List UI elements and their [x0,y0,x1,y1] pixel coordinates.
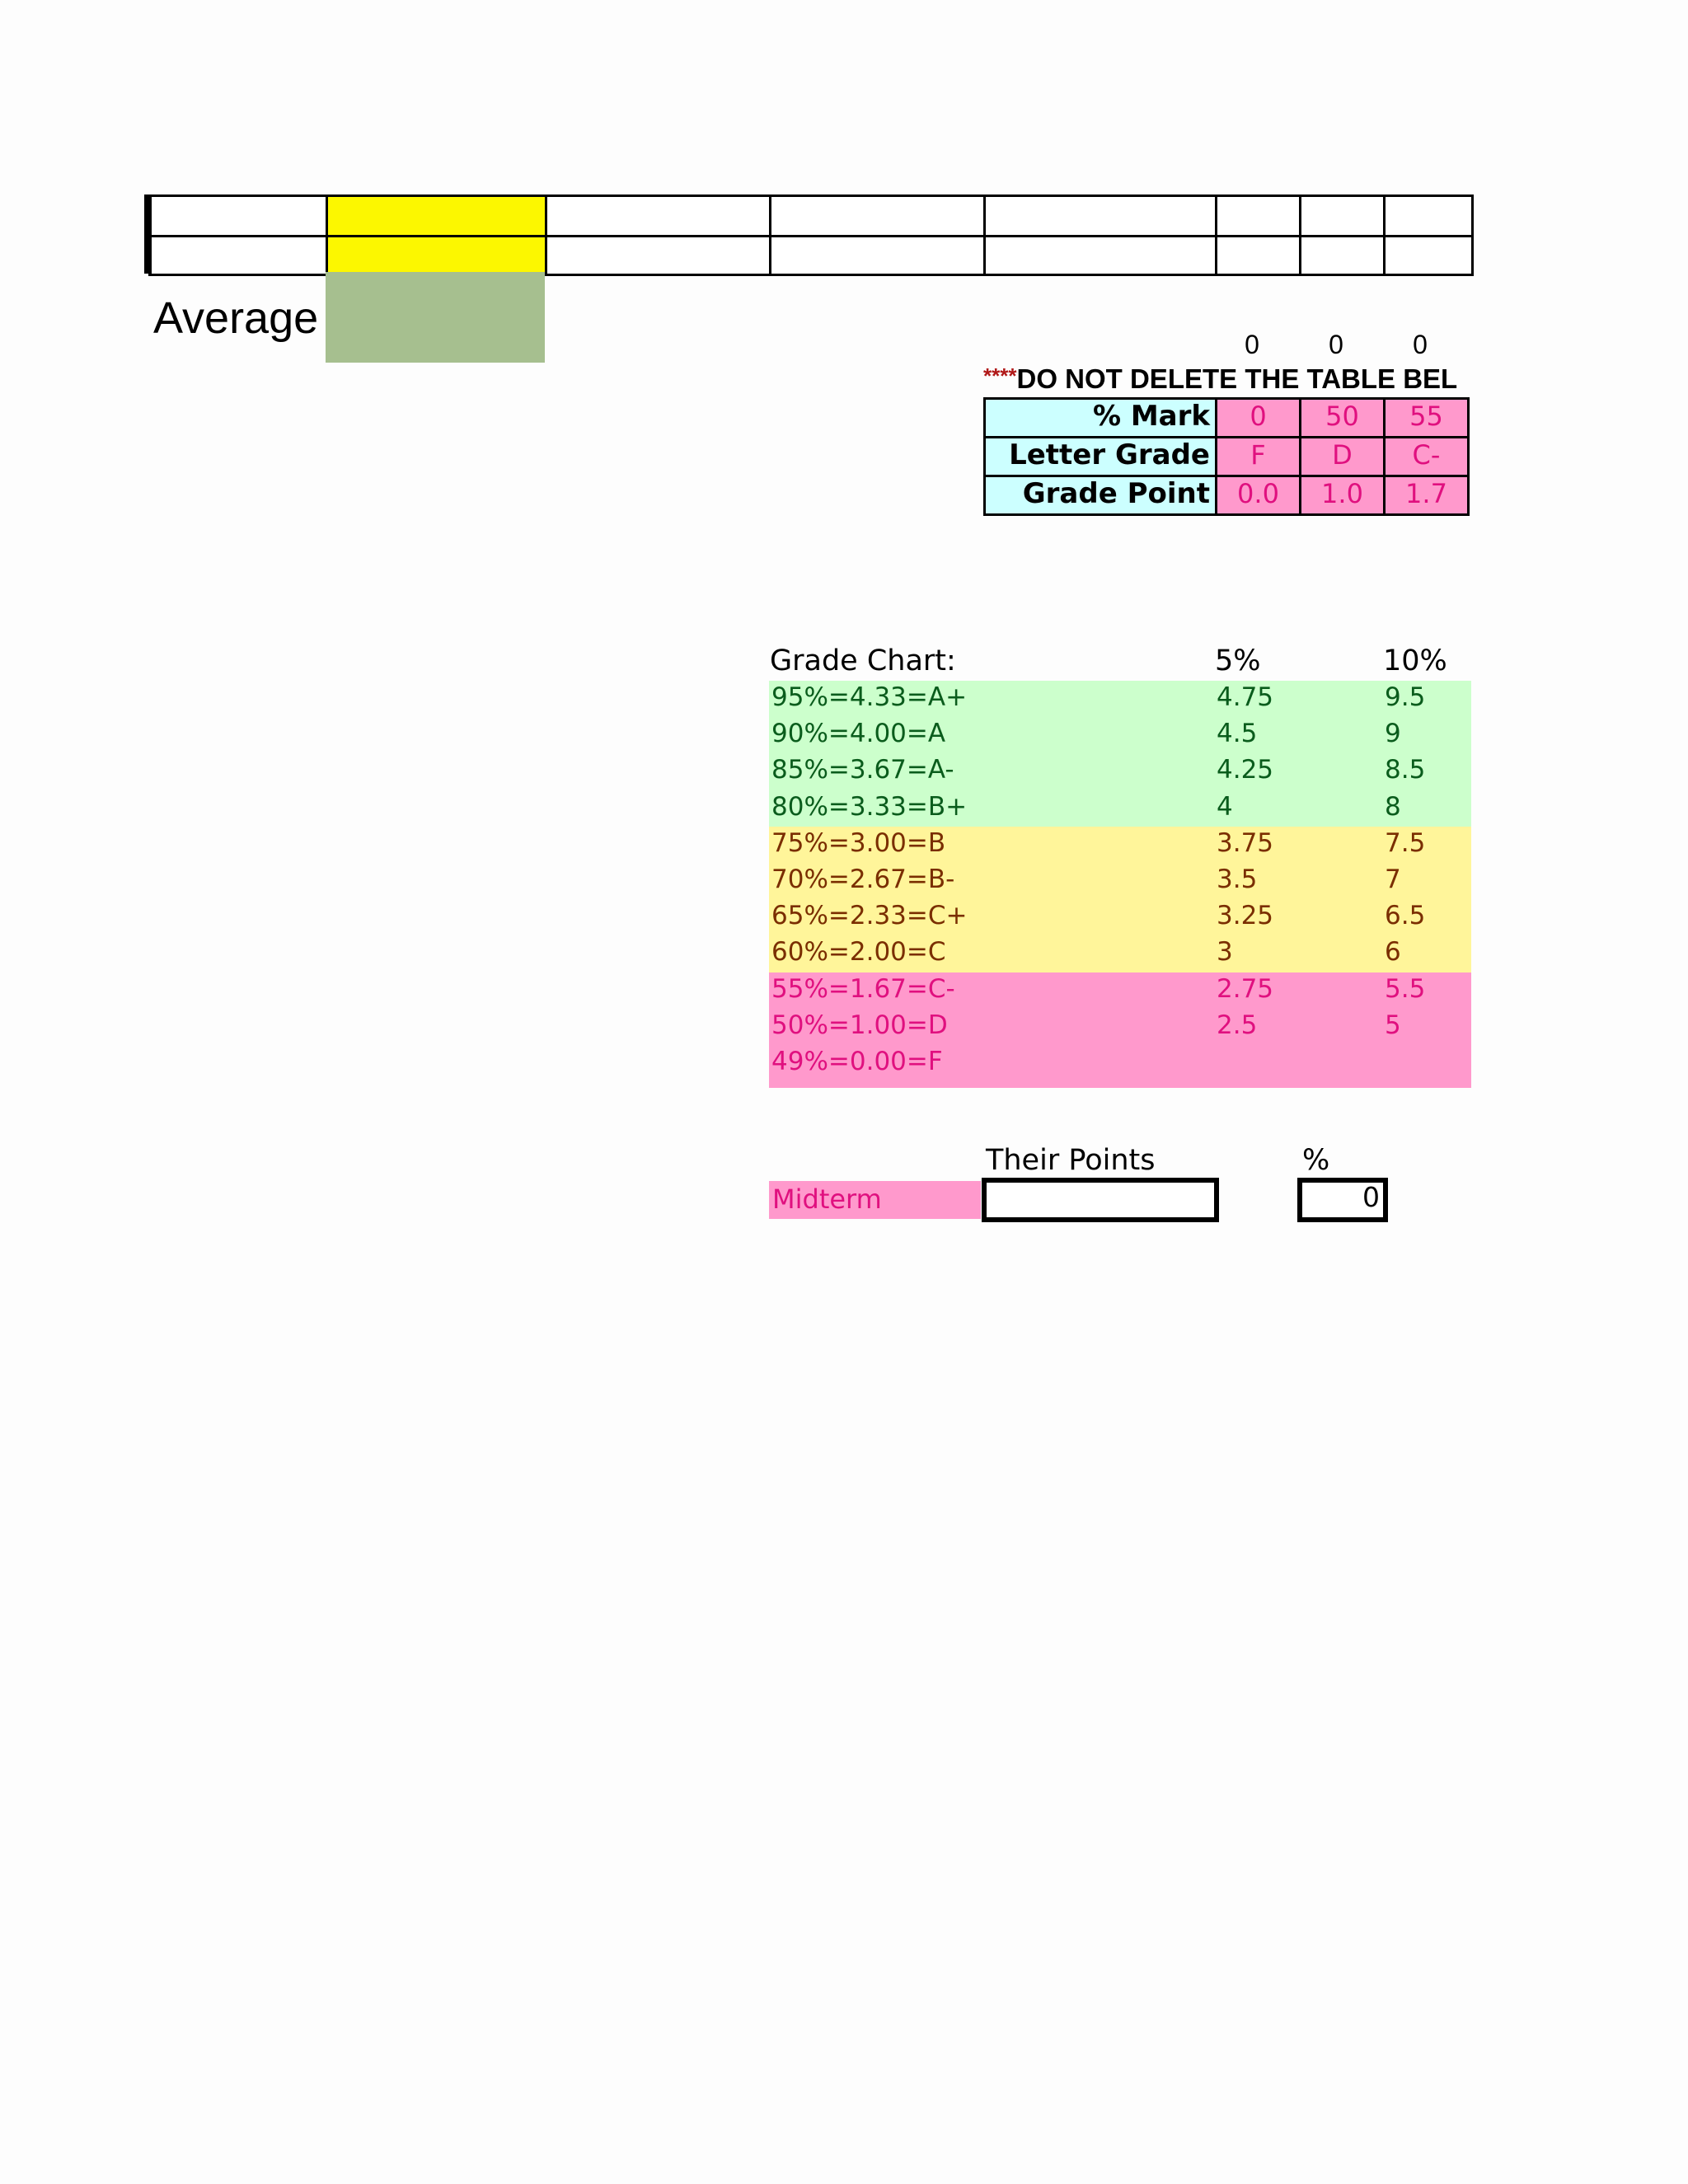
percent-header: % [1302,1144,1330,1177]
grade-table-value: C- [1383,436,1470,477]
midterm-percent-value: 0 [1297,1178,1388,1222]
grade-chart-grade: 90%=4.00=A [771,719,946,748]
grade-chart-5pct-value: 2.75 [1217,974,1274,1004]
grade-chart-5pct-value: 3.5 [1217,865,1258,894]
grade-chart-5pct-value: 4 [1217,792,1233,822]
top-grid-cell[interactable] [1299,194,1386,237]
grade-chart-5pct-value: 4.75 [1217,682,1274,712]
grade-chart-10pct-value: 5.5 [1385,974,1426,1004]
top-grid-cell[interactable] [1383,194,1474,237]
grade-chart-header-10pct: 10% [1383,644,1447,677]
grade-chart-10pct-value: 7.5 [1385,828,1426,858]
grade-table-row-label: Letter Grade [983,436,1217,477]
grade-chart-10pct-value: 6 [1385,937,1401,967]
top-grid-cell[interactable] [326,194,547,237]
grade-chart-grade: 70%=2.67=B- [771,865,955,894]
top-grid-cell[interactable] [1299,235,1386,276]
grade-chart-grade: 80%=3.33=B+ [771,792,968,822]
grade-chart-grade: 65%=2.33=C+ [771,901,968,930]
top-number-1: 0 [1245,330,1259,359]
grade-table-row-label: Grade Point [983,475,1217,516]
grade-table-value: 0.0 [1215,475,1301,516]
grade-chart-grade: 49%=0.00=F [771,1047,943,1076]
top-grid-cell[interactable] [769,235,986,276]
midterm-points-input[interactable] [982,1178,1219,1222]
top-grid-cell[interactable] [326,235,547,276]
top-grid-cell[interactable] [1215,194,1301,237]
grade-chart-10pct-value: 9.5 [1385,682,1426,712]
grade-chart-10pct-value: 8.5 [1385,755,1426,785]
top-grid-cell[interactable] [983,194,1217,237]
grade-chart-grade: 55%=1.67=C- [771,974,955,1004]
their-points-header: Their Points [986,1144,1156,1177]
grade-chart-5pct-value: 3 [1217,937,1233,967]
midterm-label: Midterm [769,1181,981,1219]
top-grid-cell[interactable] [1215,235,1301,276]
grade-table-value: F [1215,436,1301,477]
top-grid-cell[interactable] [545,194,771,237]
grade-chart-10pct-value: 8 [1385,792,1401,822]
grade-table-value: D [1299,436,1386,477]
grade-chart-grade: 85%=3.67=A- [771,755,954,785]
top-grid-cell[interactable] [545,235,771,276]
grade-chart-5pct-value: 3.75 [1217,828,1274,858]
average-value-box[interactable] [326,272,545,363]
top-grid-cell[interactable] [148,194,328,237]
grade-table-value: 50 [1299,397,1386,438]
grade-chart-5pct-value: 2.5 [1217,1010,1258,1040]
grade-chart-10pct-value: 6.5 [1385,901,1426,930]
warning-stars: **** [983,363,1017,388]
average-label: Average [153,293,319,343]
grade-table-value: 1.0 [1299,475,1386,516]
grade-chart-10pct-value: 9 [1385,719,1401,748]
grade-chart-header-5pct: 5% [1215,644,1261,677]
grade-chart-5pct-value: 3.25 [1217,901,1274,930]
grade-table-value: 0 [1215,397,1301,438]
grade-chart-grade: 50%=1.00=D [771,1010,948,1040]
grade-chart-title: Grade Chart: [770,644,956,677]
do-not-delete-warning [983,363,1466,400]
grade-chart-10pct-value: 5 [1385,1010,1401,1040]
grade-table-row-label: % Mark [983,397,1217,438]
grade-chart-grade: 75%=3.00=B [771,828,946,858]
grade-chart-5pct-value: 4.25 [1217,755,1274,785]
grade-chart-grade: 95%=4.33=A+ [771,682,968,712]
top-number-3: 0 [1413,330,1428,359]
grade-chart-grade: 60%=2.00=C [771,937,946,967]
left-edge-bar [144,194,152,274]
grade-table-value: 1.7 [1383,475,1470,516]
top-grid-cell[interactable] [769,194,986,237]
grade-table-value: 55 [1383,397,1470,438]
top-number-2: 0 [1329,330,1343,359]
top-grid-cell[interactable] [983,235,1217,276]
top-grid-cell[interactable] [148,235,328,276]
grade-chart-5pct-value: 4.5 [1217,719,1258,748]
warning-text: DO NOT DELETE THE TABLE BEL [1016,363,1458,394]
top-grid-cell[interactable] [1383,235,1474,276]
grade-chart-10pct-value: 7 [1385,865,1401,894]
